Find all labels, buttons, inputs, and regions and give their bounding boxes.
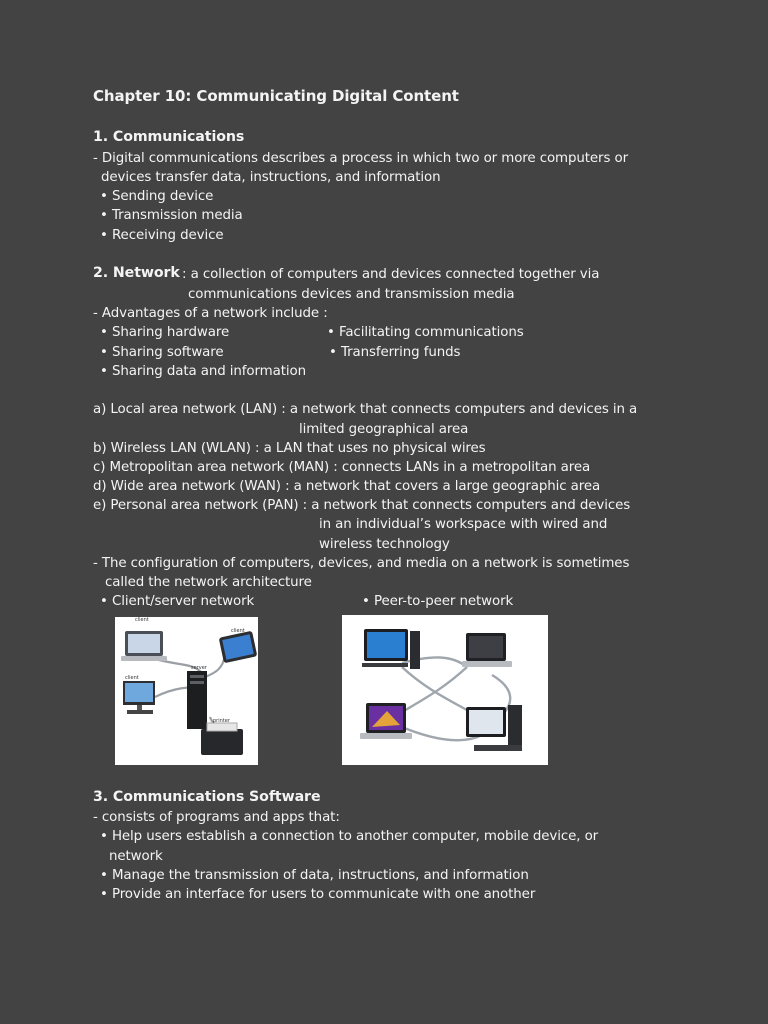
network-type: c) Metropolitan area network (MAN) : connects LANs in a metropolitan area <box>93 460 591 475</box>
advantage-item: • Sharing hardware <box>100 325 230 340</box>
network-type: d) Wide area network (WAN) : a network that covers a large geographic area <box>93 479 601 494</box>
s3-bullet: network <box>109 849 163 864</box>
advantage-item: • Sharing software <box>100 345 224 360</box>
advantage-item: • Transferring funds <box>329 345 461 360</box>
laptop-icon <box>462 633 512 667</box>
desktop-computer-icon <box>362 629 420 669</box>
s3-bullet: • Provide an interface for users to communicate with one another <box>100 887 536 902</box>
laptop-client-icon <box>121 631 167 661</box>
laptop-icon <box>360 703 412 739</box>
s1-line: - Digital communications describes a process in which two or more computers or <box>93 151 628 166</box>
network-type: b) Wireless LAN (WLAN) : a LAN that uses no physical wires <box>93 441 486 456</box>
section-3-heading: 3. Communications Software <box>93 789 321 805</box>
network-type: e) Personal area network (PAN) : a network that connects computers and devices <box>93 498 631 513</box>
s3-bullet: • Manage the transmission of data, instructions, and information <box>100 868 529 883</box>
network-type: limited geographical area <box>299 422 469 437</box>
architecture-line: called the network architecture <box>105 575 312 590</box>
peer-to-peer-network-illustration <box>342 615 548 765</box>
server-label: server <box>191 665 207 671</box>
architecture-type: • Client/server network <box>100 594 255 609</box>
advantage-item: • Sharing data and information <box>100 364 306 379</box>
advantages-intro: - Advantages of a network include : <box>93 306 328 321</box>
tablet-client-icon <box>219 631 258 664</box>
server-icon <box>187 671 207 729</box>
client-label: client <box>135 617 149 623</box>
client-server-network-illustration <box>115 617 258 765</box>
network-definition: communications devices and transmission media <box>188 287 515 302</box>
desktop-computer-icon <box>466 705 522 751</box>
section-1-heading: 1. Communications <box>93 129 245 145</box>
desktop-client-icon <box>123 681 155 714</box>
network-type: a) Local area network (LAN) : a network that connects computers and devices in a <box>93 402 638 417</box>
s3-line: - consists of programs and apps that: <box>93 810 340 825</box>
network-type: in an individual’s workspace with wired and <box>319 517 608 532</box>
network-type: wireless technology <box>319 537 450 552</box>
network-definition: : a collection of computers and devices connected together via <box>182 267 600 282</box>
printer-label: printer <box>213 718 230 724</box>
client-server-network-image <box>115 617 258 765</box>
section-2-heading: 2. Network <box>93 265 180 281</box>
printer-icon <box>201 723 243 755</box>
s1-bullet: • Receiving device <box>100 228 224 243</box>
architecture-line: - The configuration of computers, devices, and media on a network is sometimes <box>93 556 630 571</box>
s1-bullet: • Transmission media <box>100 208 243 223</box>
chapter-title: Chapter 10: Communicating Digital Content <box>93 87 459 105</box>
architecture-type: • Peer-to-peer network <box>362 594 514 609</box>
client-label: client <box>231 628 245 634</box>
s3-bullet: • Help users establish a connection to another computer, mobile device, or <box>100 829 599 844</box>
client-label: client <box>125 675 139 681</box>
s1-line: devices transfer data, instructions, and information <box>101 170 441 185</box>
peer-to-peer-network-image <box>342 615 548 765</box>
advantage-item: • Facilitating communications <box>327 325 524 340</box>
s1-bullet: • Sending device <box>100 189 214 204</box>
